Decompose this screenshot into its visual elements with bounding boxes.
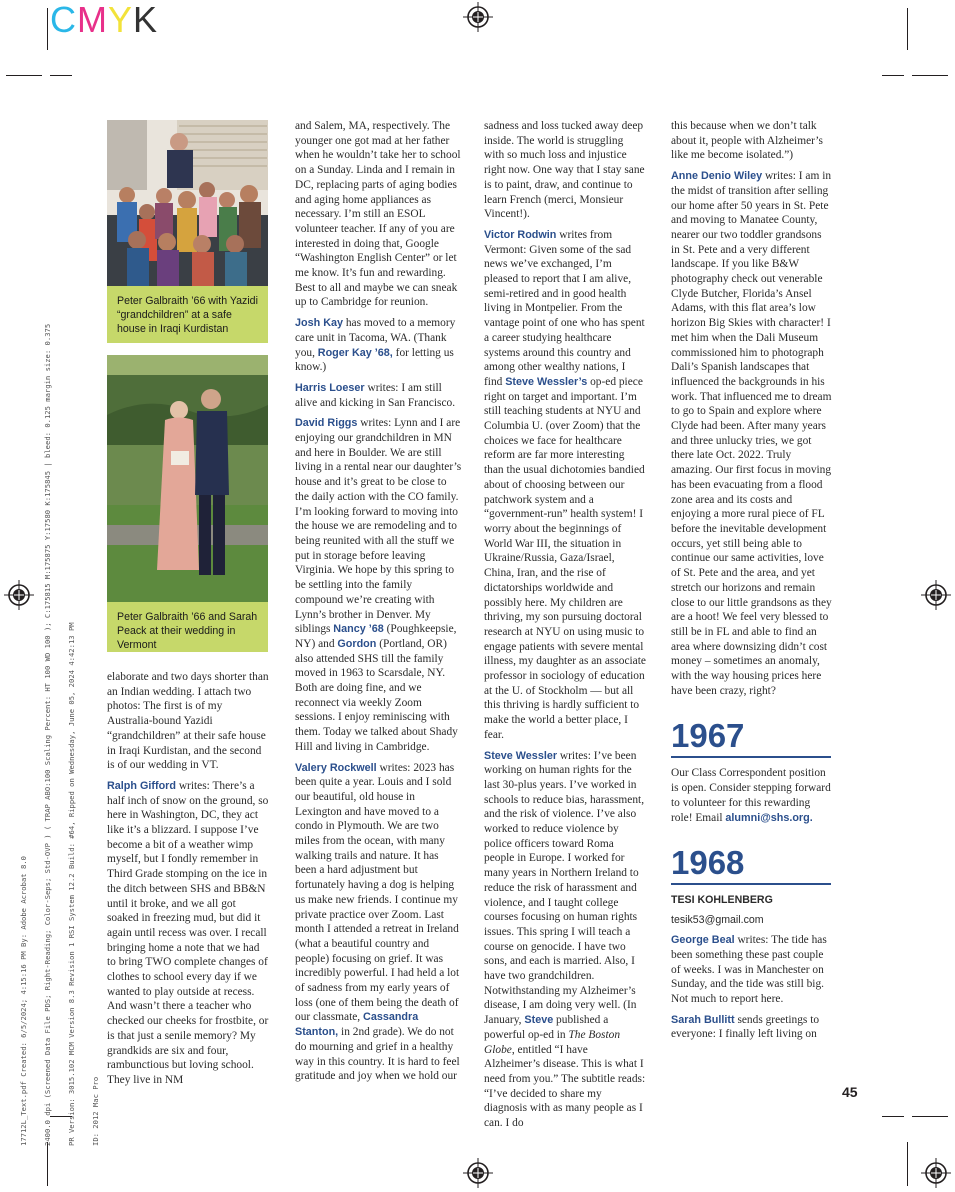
cmyk-c: C	[50, 0, 77, 40]
classmate-name: Nancy ’68	[333, 623, 384, 636]
printer-slug	[4, 323, 100, 1146]
photo-caption-yazidi: Peter Galbraith ’66 with Yazidi “grandchildren” at a safe house in Iraqi Kurdistan	[107, 286, 268, 343]
slug-line: PR Version: 3015.102 MCM Version 8.3 Revision 1 RSI System 12.2 Build: #64, Ripped on Wednesday, June 05, 2024 4:42:13 PM	[67, 622, 76, 1146]
note-text: writes: Lynn and I are enjoying our grandchildren in MN and here in Boulder. We are still living in a rental near our daughter’s house and it’s great to be close to the daily action with the CO family. I’m looking forward to moving into the house we are remodeling and to being reunited with all the stuff we put in storage before leaving Virginia. We hope by this spring to be settling into the family compound we’re creating with Lynn’s brother in Denver. My siblings	[295, 417, 462, 636]
paragraph: sadness and loss tucked away deep inside. The world is struggling with so much loss and injustice right now. One way that I stay sane is to paint, draw, and continue to learn French (merci, Monsieur Vincent!).	[484, 120, 645, 221]
registration-mark-icon	[463, 2, 493, 32]
note-text: published a powerful op-ed in	[484, 1014, 609, 1041]
note-text: Our Class Correspondent position is open. Consider stepping forward to volunteer for this rewarding role! Email	[671, 767, 831, 824]
publication-title: The Boston Globe	[484, 1028, 621, 1056]
note-text: in 2nd grade). We do not do mourning and grief in a healthy way in this country. It is hard to feel gratitude and joy when we hold our	[295, 1026, 460, 1083]
classmate-name: Sarah Bullitt	[671, 1013, 735, 1026]
class-note	[295, 416, 462, 754]
class-note	[671, 169, 833, 698]
classmate-name: Victor Rodwin	[484, 228, 557, 241]
class-note	[484, 749, 646, 1131]
class-note	[671, 1013, 833, 1042]
note-text: has moved to a memory care unit in Tacoma, WA. (Thank you,	[295, 317, 456, 359]
photo-caption-wedding: Peter Galbraith ’66 and Sarah Peack at their wedding in Vermont	[107, 602, 268, 652]
note-text: (Portland, OR) also attended SHS till the family moved in 1963 to Scarsdale, NY. Both are doing fine, and we reconnect via weekly Zoom sessions. I enjoy reminiscing with them. Today we talked about Shady Hill and living in Cambridge.	[295, 637, 458, 753]
note-text: writes: I’ve been working on human rights for the last 30-plus years. I’ve worked in schools to reduce bias, harassment, and the risk of violence. I’ve also worked to reduce violence by police officers toward Roma people in Europe. I worked for many years in Northern Ireland to reduce the risk of harassment and violence, and I taught college courses focusing on human rights issues. This spring I will teach a course on genocide. I have two sons, and each is married. Also, I have two grandchildren. Notwithstanding my Alzheimer’s disease, I am doing very well. (In January,	[484, 749, 645, 1027]
classmate-name: Steve Wessler	[484, 749, 558, 762]
classmate-name: Steve Wessler’s	[505, 375, 588, 388]
classmate-name: Josh Kay	[295, 317, 344, 330]
paragraph: elaborate and two days shorter than an Indian wedding. I attach two photos: The first is of my Australia-bound Yazidi “grandchildren” at their safe house in Iraqi Kurdistan, and the second is of our wedding in VT.	[107, 671, 269, 772]
note-text: writes: 2023 has been quite a year. Louis and I sold our beautiful, old house in Lexington and have moved to a condo in Plymouth. We are two miles from the ocean, with many walking trails and nature. It has been a hard adjustment but fortunately having a dog is helping us make new friends. I continue my private practice over Zoom. Last month I attended a retreat in Ireland (what a beautiful country and people) focusing on grief. It was incredibly powerful. I had held a lot of sadness from my early years of loss (one of them being the death of our classmate,	[295, 761, 460, 1024]
registration-mark-icon	[921, 580, 951, 610]
registration-mark-icon	[4, 580, 34, 610]
note-text: writes: I am still alive and kicking in San Francisco.	[295, 381, 456, 409]
page-number: 45	[842, 1084, 858, 1100]
class-note	[671, 933, 833, 1007]
class-correspondent-name: TESI KOHLENBERG	[671, 894, 773, 907]
note-text: sends greetings to everyone: I finally left living on	[671, 1013, 820, 1041]
note-text: writes from Vermont: Given some of the sad news we’ve exchanged, I’m pleased to report that I am alive, semi-retired and in good health living in Montpelier. From the vantage point of one who has spent a career studying healthcare systems around this country and among other wealthy nations, I find	[484, 228, 645, 388]
classmate-name: George Beal	[671, 934, 735, 947]
email-link[interactable]: alumni@shs.org.	[725, 811, 813, 824]
class-note	[295, 761, 462, 1084]
classmate-name: Harris Loeser	[295, 381, 365, 394]
paragraph: and Salem, MA, respectively. The younger one got mad at her father when he wouldn’t take her to school on a Sunday. Linda and I remain in DC, replacing parts of aging bodies and aging home appliances as necessary. I’m still an ESOL volunteer teacher. If any of you are interested in doing that, Google “Washington English Center” or let me know. It’s fun and rewarding. Best to all and maybe we can sneak up to Cambridge for reunion.	[295, 120, 461, 309]
slug-line: 17712L_Text.pdf Created: 6/5/2024; 4:15:16 PM By: Adobe Acrobat 8.0	[19, 856, 28, 1146]
paragraph: this because when we don’t talk about it, people with Alzheimer’s like me become isolated.”)	[671, 120, 823, 162]
registration-mark-icon	[463, 1158, 493, 1188]
class-correspondent-email[interactable]: tesik53@gmail.com	[671, 914, 764, 927]
classmate-name: Steve	[524, 1014, 554, 1027]
photo-yazidi-children	[107, 120, 268, 286]
note-text: writes: I am in the midst of transition after selling our home after 50 years in St. Pete and moving to Manatee County, nearer our two toddler grandsons in St. Pete and a very different landscape. If you like B&W photography check out venerable Clyde Butcher, Florida’s Ansel Adams, with this flat area’s low horizon Big Skies with character! I met him when the Dali Museum commissioned him to photograph Dali’s Spanish landscapes that influenced the backgrounds in his work. That influenced me to dream to go to Spain and explore where Clyde had been. After many years and three unlucky tries, we got there late Oct. 2022. Truly amazing. Our first focus in moving has been evacuating from a flood zone area and its costs and enjoying a more rural piece of FL before the inevitable development occurs, yet still being able to continue our same activities, love of St. Pete and the area, and yet stretch our horizons and remain close to our little grandsons as they are a hoot! We feel very blessed to still be in FL and able to find an area where downsizing didn’t cost money – sometimes an anomaly, with the way housing prices here have been crazy, right?	[671, 170, 832, 697]
classmate-name: Ralph Gifford	[107, 779, 176, 792]
cmyk-m: M	[77, 0, 108, 40]
note-text: (Poughkeepsie, NY) and	[295, 623, 457, 650]
class-year-heading-1967: 1967	[671, 716, 831, 758]
cmyk-color-bar	[50, 2, 158, 38]
note-text: writes: There’s a half inch of snow on the ground, so here in Washington, DC, they act like it’s a blizzard. I suppose I’ve become a bit of a weather wimp myself, but I fondly remember in Third Grade stomping on the ice in the ditch between SHS and BB&N until it broke, and we all got soaked in freezing mud, but did it again until recess was over. I recall bringing home a note that we had to bring TWO complete changes of clothes to school every day if we wanted to play outside at recess. And wasn’t there a teacher who checked our cheeks for frostbite, or is that just a senile memory? My grandkids are six and four, rambunctious but loving school. They live in NM	[107, 779, 269, 1086]
note-text: op-ed piece right on target and important. I’m still teaching students at NYU and Columbia U. (over Zoom) that the choices we face for healthcare reform are far more interesting than the usual dichotomies bandied about of choosing between our patchwork system and a “government-run” health system! I worry about the beginnings of World War III, the situation in Ukraine/Russia, Gaza/Israel, China, Iran, and the rise of dictatorships worldwide and possibly here. My children are thriving, my son pursuing doctoral research at NYU on using music to engage patients with severe mental illness, my daughter as an associate professor in sociology of education at the U. of Stockholm — but all this thriving is hardly sufficient to make the world a better place, I fear.	[484, 375, 646, 741]
column-3	[484, 119, 646, 1137]
classmate-name: David Riggs	[295, 417, 358, 430]
registration-mark-icon	[921, 1158, 951, 1188]
paragraph	[671, 766, 833, 825]
class-year-heading-1968: 1968	[671, 843, 831, 885]
note-text: writes: The tide has been something these past couple of weeks. I was in Manchester on Sunday, and the tide was still big. Not much to report here.	[671, 934, 827, 1006]
classmate-name: Valery Rockwell	[295, 761, 377, 774]
classmate-name: Gordon	[337, 637, 377, 650]
photo-wedding-vermont	[107, 355, 268, 602]
note-text: , entitled “I have Alzheimer’s disease. This is what I need from you.” The subtitle reads: “I’ve decided to share my diagnosis with as many people as I can. I do	[484, 1043, 646, 1130]
class-note	[107, 779, 270, 1088]
slug-line: 2400.0 dpi (Screened Data File PDS; Right-Reading; Color-Seps; Std-OVP ) ( TRAP ABO:100 Scaling Percent: HT 100 WD 100 ); C:175815 M:175875 Y:17580 K:175845 | bleed: 0.125 margin size: 0.375	[43, 323, 52, 1146]
cmyk-y: Y	[108, 0, 134, 40]
column-2	[295, 119, 462, 1090]
class-note	[484, 228, 646, 743]
column-4	[671, 119, 833, 1048]
slug-line: ID: 2012 Mac Pro	[91, 1076, 100, 1146]
classmate-name: Roger Kay ’68,	[317, 346, 393, 359]
classmate-name: Anne Denio Wiley	[671, 170, 763, 183]
class-note	[295, 316, 462, 375]
note-text: for letting us know.)	[295, 346, 454, 374]
cmyk-k: K	[133, 0, 159, 40]
class-note	[295, 381, 462, 410]
classmate-name: Cassandra Stanton,	[295, 1011, 419, 1039]
column-1	[107, 670, 270, 1094]
